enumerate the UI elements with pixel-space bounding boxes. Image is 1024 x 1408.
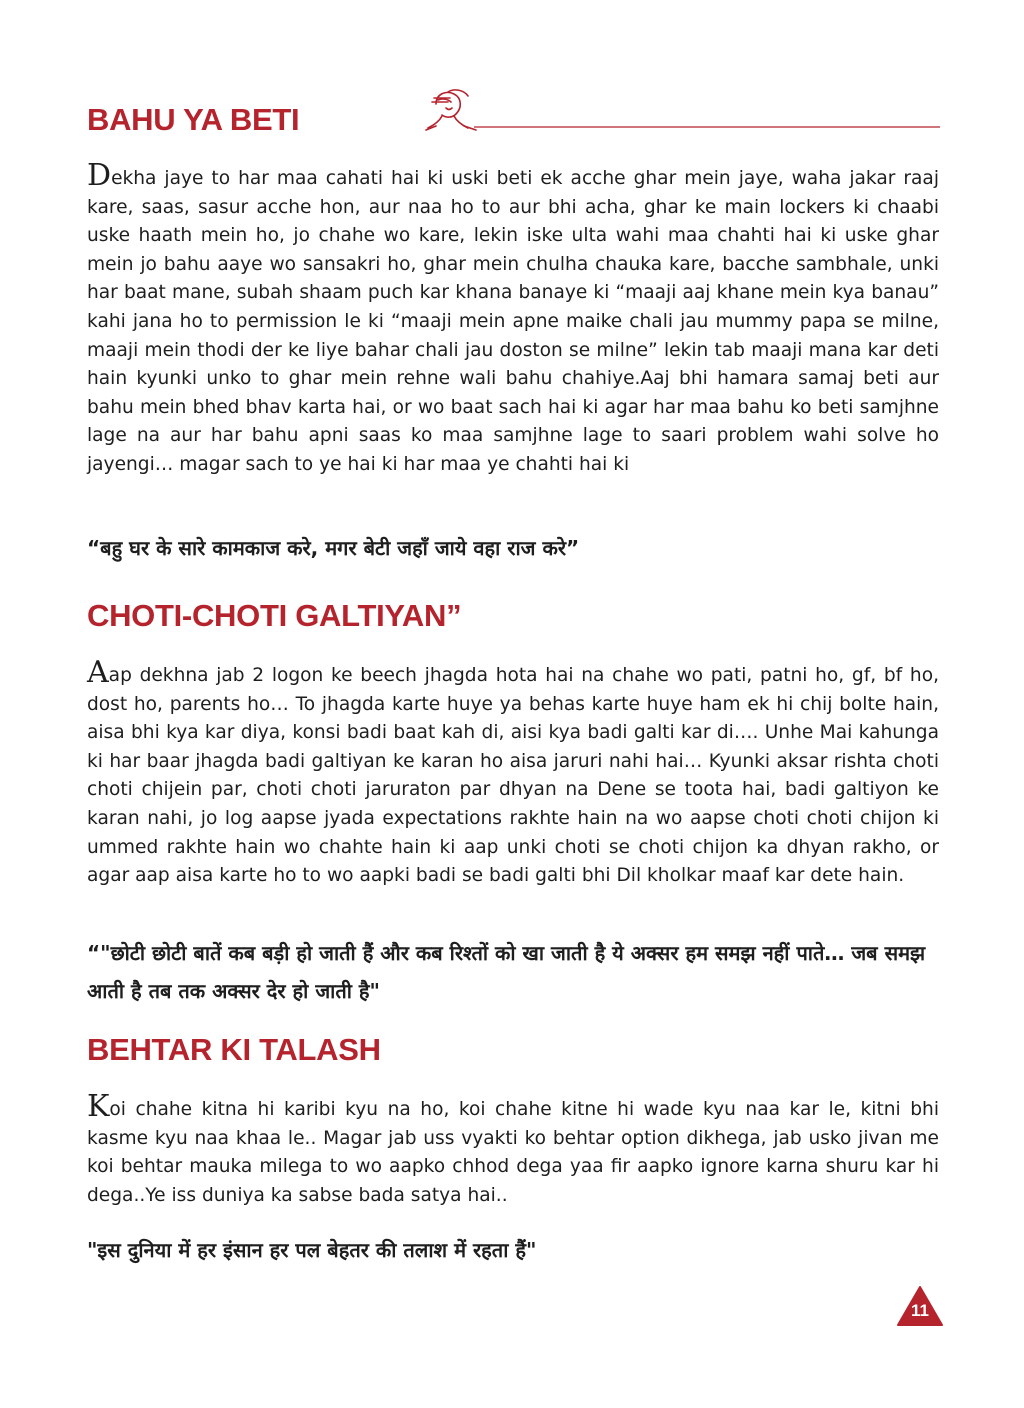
body-text: ekha jaye to har maa cahati hai ki uski beti ek acche ghar mein jaye, waha jakar raaj kare, saas, sasur acche hon, aur naa ho to aur bhi acha, ghar ke main lockers ki chaabi uske haath mein ho, jo chahe wo kare, lekin iske ulta wahi maa chahti hai ki uske ghar mein jo bahu aaye wo sansakri ho, ghar mein chulha chauka kare, bacche sambhale, unki har baat mane, subah shaam puch kar khana banaye ki “maaji aaj khane mein kya banau” kahi jana ho to permission le ki “maaji mein apne maike chali jau mummy papa se milne, maaji mein thodi der ke liye bahar chali jau doston se milne” lekin tab maaji mana kar deti hain kyunki unko to ghar mein rehne wali bahu chahiye.Aaj bhi hamara samaj beti aur bahu mein bhed bhav karta hai, or wo baat sach hai ki agar har maa bahu ko beti samjhne lage na aur har bahu apni saas ko maa samjhne lage to saari problem wahi solve ho jayengi… magar sach to ye hai ki har maa ye chahti hai ki bbox=[87, 168, 939, 475]
body-text: ap dekhna jab 2 logon ke beech jhagda hota hai na chahe wo pati, patni ho, gf, bf ho, dost ho, parents ho… To jhagda karte huye ya behas karte huye ham ek hi chij bolte hain, aisa bhi kya kar diya, konsi badi baat kah di, aisi kya badi galti kar di…. Unhe Mai kahunga ki har baar jhagda badi galtiyan ke karan ho aisa jaruri nahi hai… Kyunki aksar rishta choti choti chijein par, choti choti jaruraton par dhyan na Dene se toota hai, badi galtiyon ke karan nahi, jo log aapse jyada expectations rakhte hain na wo aapse choti choti chijon ki ummed rakhte hain wo chahte hain ki aap unki choti se choti chijon ka dhyan rakho, or agar aap aisa karte ho to wo aapki badi se badi galti bhi Dil kholkar maaf kar dete hain. bbox=[87, 665, 939, 887]
section-heading-choti-choti-galtiyan: CHOTI-CHOTI GALTIYAN” bbox=[87, 598, 462, 633]
section-body-bahu-ya-beti bbox=[87, 158, 939, 480]
section-heading-behtar-ki-talash: BEHTAR KI TALASH bbox=[87, 1032, 381, 1067]
body-text: oi chahe kitna hi karibi kyu na ho, koi chahe kitne hi wade kyu naa kar le, kitni bhi kasme kyu naa khaa le.. Magar jab uss vyakti ko behtar option dikhega, jab usko jivan me koi behtar mauka milega to wo aapko chhod dega yaa fir aapko ignore karna shuru kar hi dega..Ye iss duniya ka sabse bada satya hai.. bbox=[87, 1099, 939, 1206]
section-heading-bahu-ya-beti: BAHU YA BETI bbox=[87, 102, 300, 137]
hindi-quote: “बहु घर के सारे कामकाज करे, मगर बेटी जहाँ जाये वहा राज करे” bbox=[87, 536, 580, 560]
hindi-quote: "इस दुनिया में हर इंसान हर पल बेहतर की तलाश में रहता हैं" bbox=[87, 1238, 537, 1262]
section-body-behtar-ki-talash bbox=[87, 1089, 939, 1210]
drop-cap: D bbox=[87, 158, 112, 193]
woman-sketch-icon bbox=[424, 86, 942, 134]
hindi-quote: “"छोटी छोटी बातें कब बड़ी हो जाती हैं और कब रिश्तों को खा जाती है ये अक्सर हम समझ नहीं पाते… जब समझ आती है तब तक अक्सर देर हो जाती है" bbox=[87, 941, 926, 1003]
drop-cap: K bbox=[87, 1089, 110, 1124]
section-body-choti-choti-galtiyan bbox=[87, 655, 939, 891]
page-number: 11 bbox=[911, 1301, 929, 1320]
drop-cap: A bbox=[87, 655, 109, 690]
